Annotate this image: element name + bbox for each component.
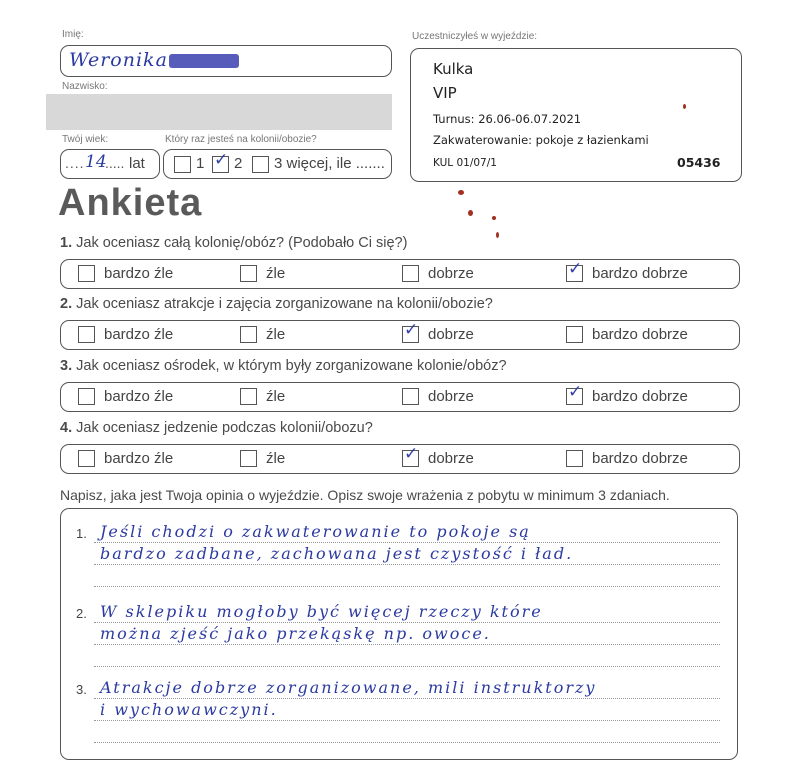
- opinion-number: 3.: [76, 682, 87, 697]
- question-label: Jak oceniasz całą kolonię/obóz? (Podobało Ci się?): [76, 235, 408, 251]
- opinion-prompt: Napisz, jaka jest Twoja opinia o wyjeździe. Opisz swoje wrażenia z pobytu w minimum 3 zdaniach.: [60, 487, 670, 503]
- question-4-checkbox-3[interactable]: [402, 444, 419, 467]
- times-field: [163, 149, 392, 179]
- handwritten-line: W sklepiku mogłoby być więcej rzeczy które: [100, 602, 543, 621]
- stain: [683, 104, 686, 109]
- age-field[interactable]: [60, 149, 160, 179]
- trip-accommodation: Zakwaterowanie: pokoje z łazienkami: [433, 133, 649, 147]
- participant-label: Uczestniczyłeś w wyjeździe:: [412, 31, 538, 42]
- writing-line: [94, 742, 720, 743]
- name-field[interactable]: [60, 45, 392, 77]
- question-2-checkbox-1[interactable]: [78, 326, 95, 343]
- handwritten-line: Atrakcje dobrze zorganizowane, mili instruktorzy: [100, 678, 597, 697]
- option-label: dobrze: [428, 265, 474, 282]
- writing-line: [94, 622, 720, 623]
- stain: [496, 232, 499, 238]
- check-mark-icon: ✓: [568, 382, 583, 402]
- times-option-1: 1: [196, 155, 205, 172]
- question-4-checkbox-1[interactable]: [78, 450, 95, 467]
- handwritten-line: można zjeść jako przekąskę np. owoce.: [100, 624, 491, 643]
- times-option-3: 3 więcej, ile .......: [274, 155, 385, 172]
- scribble-redaction: [169, 54, 239, 68]
- times-option-2: 2: [234, 155, 243, 172]
- redaction-block: [46, 94, 392, 130]
- option-label: źle: [266, 388, 286, 405]
- question-3-checkbox-1[interactable]: [78, 388, 95, 405]
- question-1-checkbox-1[interactable]: [78, 265, 95, 282]
- surname-label: Nazwisko:: [62, 81, 108, 92]
- question-2-checkbox-3[interactable]: [402, 320, 419, 343]
- question-4-checkbox-4[interactable]: [566, 450, 583, 467]
- question-3-checkbox-2[interactable]: [240, 388, 257, 405]
- name-label: Imię:: [62, 29, 84, 40]
- times-checkbox-2[interactable]: [212, 150, 229, 173]
- option-label: bardzo dobrze: [592, 326, 688, 343]
- writing-line: [94, 564, 720, 565]
- question-4-checkbox-2[interactable]: [240, 450, 257, 467]
- option-label: dobrze: [428, 388, 474, 405]
- question-number: 1.: [60, 235, 73, 251]
- question-1-checkbox-4[interactable]: [566, 259, 583, 282]
- question-number: 2.: [60, 296, 73, 312]
- age-value: 14: [85, 152, 107, 172]
- opinion-number: 1.: [76, 526, 87, 541]
- question-3-checkbox-3[interactable]: [402, 388, 419, 405]
- writing-line: [94, 666, 720, 667]
- question-label: Jak oceniasz ośrodek, w którym były zorganizowane kolonie/obóz?: [76, 358, 507, 374]
- age-dots-left: ....: [65, 155, 85, 171]
- option-label: dobrze: [428, 326, 474, 343]
- question-label: Jak oceniasz atrakcje i zajęcia zorganizowane na kolonii/obozie?: [76, 296, 493, 312]
- check-mark-icon: ✓: [568, 259, 583, 279]
- question-3-text: [60, 358, 507, 374]
- option-label: bardzo źle: [104, 388, 174, 405]
- writing-line: [94, 698, 720, 699]
- option-label: bardzo źle: [104, 450, 174, 467]
- age-dots-right: .....: [105, 155, 125, 171]
- question-number: 4.: [60, 420, 73, 436]
- stain: [468, 210, 473, 216]
- age-label: Twój wiek:: [62, 134, 109, 145]
- option-label: dobrze: [428, 450, 474, 467]
- option-label: bardzo źle: [104, 265, 174, 282]
- option-label: bardzo źle: [104, 326, 174, 343]
- times-checkbox-1[interactable]: [174, 156, 191, 173]
- trip-card: [410, 48, 742, 182]
- writing-line: [94, 586, 720, 587]
- writing-line: [94, 644, 720, 645]
- question-1-checkbox-3[interactable]: [402, 265, 419, 282]
- trip-turnus: Turnus: 26.06-06.07.2021: [433, 112, 582, 126]
- option-label: źle: [266, 265, 286, 282]
- times-label: Który raz jesteś na kolonii/obozie?: [165, 134, 317, 145]
- question-label: Jak oceniasz jedzenie podczas kolonii/obozu?: [76, 420, 373, 436]
- trip-type: VIP: [433, 84, 457, 102]
- option-label: bardzo dobrze: [592, 265, 688, 282]
- trip-name: Kulka: [433, 60, 474, 78]
- question-1-checkbox-2[interactable]: [240, 265, 257, 282]
- question-4-text: [60, 420, 373, 436]
- check-mark-icon: ✓: [404, 444, 419, 464]
- question-2-checkbox-4[interactable]: [566, 326, 583, 343]
- question-1-text: [60, 235, 407, 251]
- option-label: bardzo dobrze: [592, 388, 688, 405]
- check-mark-icon: ✓: [404, 320, 419, 340]
- handwritten-line: i wychowawczyni.: [100, 700, 278, 719]
- option-label: bardzo dobrze: [592, 450, 688, 467]
- question-2-text: [60, 296, 493, 312]
- writing-line: [94, 542, 720, 543]
- age-unit: lat: [129, 155, 145, 172]
- stain: [458, 190, 464, 195]
- name-value: Weronika: [69, 49, 168, 71]
- option-label: źle: [266, 450, 286, 467]
- question-2-checkbox-2[interactable]: [240, 326, 257, 343]
- option-label: źle: [266, 326, 286, 343]
- handwritten-line: Jeśli chodzi o zakwaterowanie to pokoje są: [100, 522, 531, 541]
- trip-number: 05436: [677, 155, 721, 170]
- question-3-checkbox-4[interactable]: [566, 382, 583, 405]
- question-number: 3.: [60, 358, 73, 374]
- stain: [492, 216, 496, 220]
- check-mark-icon: ✓: [214, 150, 229, 170]
- times-checkbox-3[interactable]: [252, 156, 269, 173]
- trip-code: KUL 01/07/1: [433, 157, 497, 169]
- opinion-number: 2.: [76, 606, 87, 621]
- handwritten-line: bardzo zadbane, zachowana jest czystość i ład.: [100, 544, 574, 563]
- page-title: Ankieta: [58, 182, 203, 224]
- writing-line: [94, 720, 720, 721]
